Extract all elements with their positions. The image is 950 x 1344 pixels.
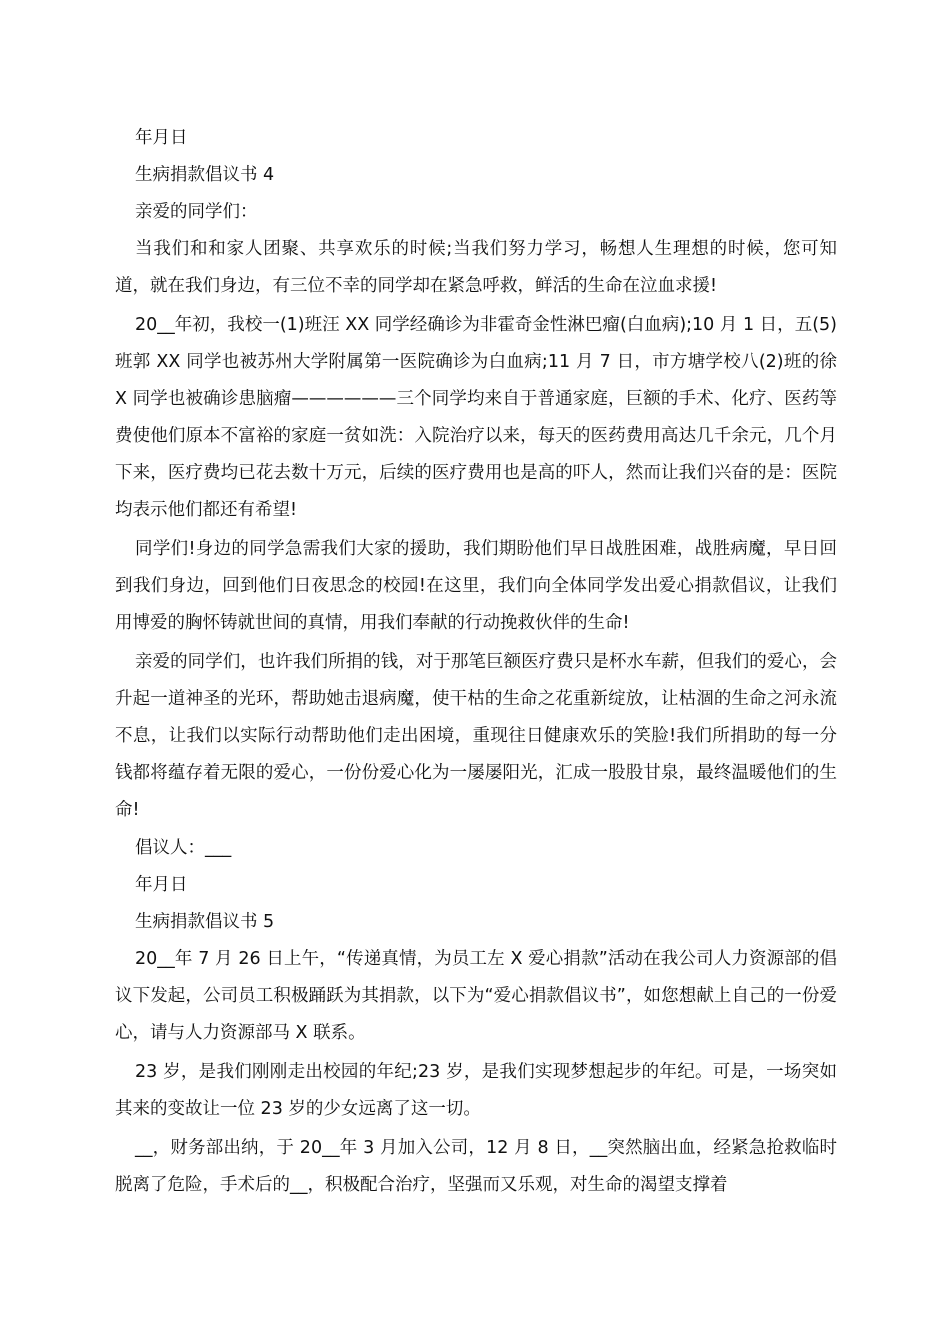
paragraph: 亲爱的同学们，也许我们所捐的钱，对于那笔巨额医疗费只是杯水车薪，但我们的爱心，会升起一道神圣的光环，帮助她击退病魔，使干枯的生命之花重新绽放，让枯涸的生命之河永流不息，让我们以实际行动帮助他们走出困境，重现往日健康欢乐的笑脸!我们所捐助的每一分钱都将蕴存着无限的爱心，一份份爱心化为一屡屡阳光，汇成一股股甘泉，最终温暖他们的生命! bbox=[115, 652, 837, 820]
paragraph: 当我们和和家人团聚、共享欢乐的时候;当我们努力学习，畅想人生理想的时候，您可知道，就在我们身边，有三位不幸的同学却在紧急呼救，鲜活的生命在泣血求援! bbox=[115, 239, 837, 296]
signer-line: 倡议人：___ bbox=[135, 838, 232, 858]
greeting: 亲爱的同学们： bbox=[135, 202, 258, 222]
paragraph: __，财务部出纳，于 20__年 3 月加入公司，12 月 8 日，__突然脑出血，经紧急抢救临时脱离了危险，手术后的__，积极配合治疗，坚强而又乐观，对生命的渴望支撑着 bbox=[115, 1138, 837, 1195]
date-line: 年月日 bbox=[135, 875, 188, 895]
document-body bbox=[115, 120, 837, 1204]
section-title: 生病捐款倡议书 5 bbox=[135, 912, 275, 932]
paragraph: 23 岁，是我们刚刚走出校园的年纪;23 岁，是我们实现梦想起步的年纪。可是，一场突如其来的变故让一位 23 岁的少女远离了这一切。 bbox=[115, 1062, 837, 1119]
paragraph: 20__年 7 月 26 日上午，“传递真情，为员工左 X 爱心捐款”活动在我公司人力资源部的倡议下发起，公司员工积极踊跃为其捐款，以下为“爱心捐款倡议书”，如您想献上自己的一份爱心，请与人力资源部马 X 联系。 bbox=[115, 949, 837, 1043]
paragraph: 20__年初，我校一(1)班汪 XX 同学经确诊为非霍奇金性淋巴瘤(白血病);10 月 1 日，五(5)班郭 XX 同学也被苏州大学附属第一医院确诊为白血病;11 月 7 日，市方塘学校八(2)班的徐 X 同学也被确诊患脑瘤——————三个同学均来自于普通家庭，巨额的手术、化疗、医药等费使他们原本不富裕的家庭一贫如洗：入院治疗以来，每天的医药费用高达几千余元，几个月下来，医疗费均已花去数十万元，后续的医疗费用也是高的吓人，然而让我们兴奋的是：医院均表示他们都还有希望! bbox=[115, 315, 837, 520]
section-title: 生病捐款倡议书 4 bbox=[135, 165, 275, 185]
paragraph: 同学们!身边的同学急需我们大家的援助，我们期盼他们早日战胜困难，战胜病魔，早日回到我们身边，回到他们日夜思念的校园!在这里，我们向全体同学发出爱心捐款倡议，让我们用博爱的胸怀铸就世间的真情，用我们奉献的行动挽救伙伴的生命! bbox=[115, 539, 837, 633]
date-line: 年月日 bbox=[135, 128, 188, 148]
